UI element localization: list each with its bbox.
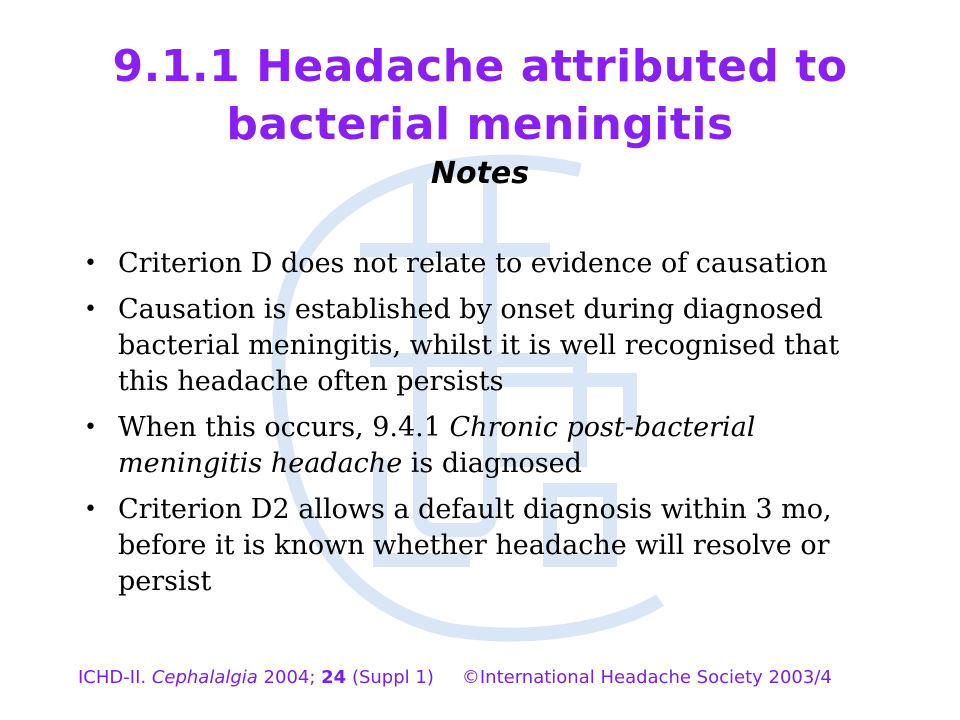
bullet-text-italic: Chronic post-bacterial meningitis headache [118, 412, 756, 479]
bullet-icon: • [84, 297, 97, 322]
bullet-item [78, 246, 898, 282]
bullet-icon: • [84, 497, 97, 522]
footer-copyright: ©International Headache Society 2003/4 [461, 667, 832, 688]
bullet-text: Causation is established by onset during diagnosed bacterial meningitis, whilst it is well recognised that this headache often persists [118, 294, 840, 397]
bullet-icon: • [84, 251, 97, 276]
footer-citation [78, 666, 938, 690]
footer-source: ICHD-II. [78, 667, 152, 688]
title-line-1: 9.1.1 Headache attributed to [112, 41, 848, 92]
bullet-text: Criterion D does not relate to evidence of causation [118, 248, 828, 279]
bullet-text [118, 412, 755, 479]
bullet-text-after: is diagnosed [402, 448, 582, 479]
slide-subtitle: Notes [430, 156, 530, 191]
bullet-text-before: When this occurs, 9.4.1 [118, 412, 450, 443]
footer-volume: 24 [321, 667, 347, 688]
footer-journal: Cephalalgia [151, 667, 258, 688]
title-line-2: bacterial meningitis [226, 99, 734, 150]
bullet-item [78, 492, 898, 600]
bullet-item [78, 410, 898, 482]
bullet-item [78, 292, 898, 400]
footer-year: 2004; [257, 667, 322, 688]
bullet-icon: • [84, 415, 97, 440]
slide-title [0, 38, 960, 154]
footer-supplement: (Suppl 1) [346, 667, 434, 688]
bullet-list [78, 246, 898, 610]
bullet-text: Criterion D2 allows a default diagnosis within 3 mo, before it is known whether headache will resolve or persist [118, 494, 832, 597]
